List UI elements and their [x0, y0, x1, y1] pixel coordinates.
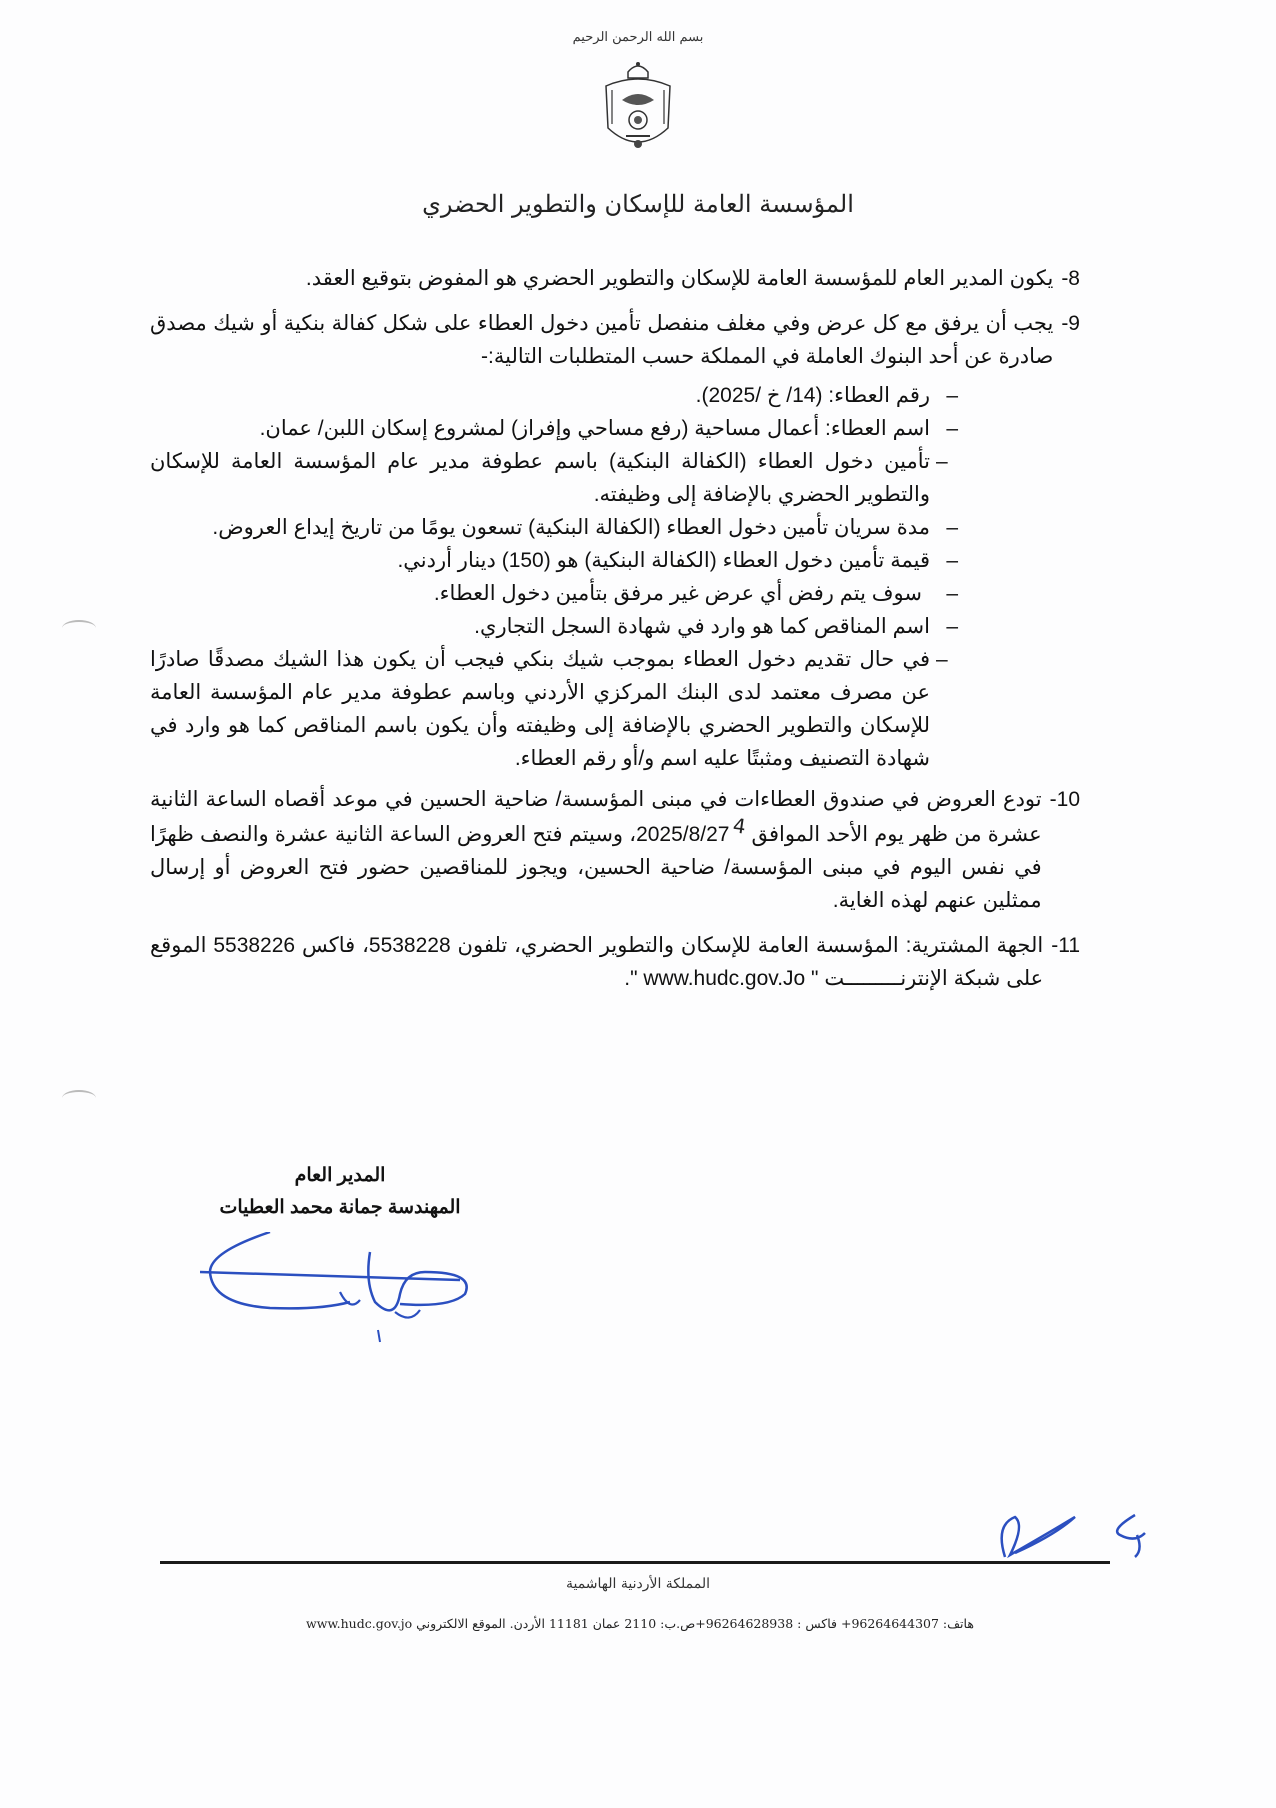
requirement-text: تأمين دخول العطاء (الكفالة البنكية) باسم عطوفة مدير عام المؤسسة العامة للإسكان والتطوير الحضري بالإضافة إلى وظيفته. [150, 450, 930, 506]
signature-block [190, 1160, 490, 1224]
clause-number: -9 [1061, 312, 1080, 335]
footer-contact: هاتف: 96264644307+ فاكس : 96264628938+ص.ب: 2110 عمان 11181 الأردن. الموقع الالكتروني www.hudc.gov.jo [306, 1616, 974, 1631]
requirement-text: في حال تقديم دخول العطاء بموجب شيك بنكي فيجب أن يكون هذا الشيك مصدقًا صادرًا عن مصرف معتمد لدى البنك المركزي الأردني وباسم عطوفة مدير عام المؤسسة العامة للإسكان والتطوير الحضري بالإضافة إلى وظيفته وأن يكون باسم المناقص كما هو وارد في شهادة التصنيف ومثبتًا عليه اسم و/أو رقم العطاء. [150, 648, 930, 770]
list-item: – اسم المناقص كما هو وارد في شهادة السجل التجاري. [150, 610, 958, 643]
clause-10 [150, 783, 1080, 917]
handwritten-correction: 4 [730, 813, 747, 839]
clause-text: ، وسيتم فتح العروض الساعة الثانية عشرة والنصف ظهرًا في نفس اليوم في مبنى المؤسسة/ ضاحية الحسين، ويجوز للمناقصين حضور فتح العروض أو إرسال ممثلين عنهم لهذه الغاية. [150, 823, 1042, 912]
organization-name: المؤسسة العامة للإسكان والتطوير الحضري [422, 190, 854, 218]
clause-number: -11 [1051, 934, 1080, 957]
clause-number: -10 [1049, 788, 1080, 811]
list-item: – قيمة تأمين دخول العطاء (الكفالة البنكية) هو (150) دينار أردني. [150, 544, 958, 577]
signatory-name: المهندسة جمانة محمد العطيات [219, 1197, 461, 1218]
handwritten-signature [200, 1232, 490, 1352]
list-item: – مدة سريان تأمين دخول العطاء (الكفالة البنكية) تسعون يومًا من تاريخ إيداع العروض. [150, 511, 958, 544]
clause-text: الجهة المشترية: المؤسسة العامة للإسكان والتطوير الحضري، تلفون 5538228، فاكس 5538226 الموقع على شبكة الإنترنـــــــــت " www.hudc.gov.Jo ". [150, 934, 1044, 990]
requirement-text: اسم المناقص كما هو وارد في شهادة السجل التجاري. [474, 615, 930, 638]
requirements-list [150, 379, 958, 775]
requirement-text: اسم العطاء: أعمال مساحية (رفع مساحي وإفراز) لمشروع إسكان اللبن/ عمان. [259, 417, 930, 440]
basmala: بسم الله الرحمن الرحيم [572, 30, 704, 45]
submission-date [636, 813, 747, 851]
coat-of-arms-emblem [598, 58, 678, 158]
initials-mark [985, 1495, 1165, 1565]
signatory-title: المدير العام [294, 1165, 386, 1186]
clause-text: يكون المدير العام للمؤسسة العامة للإسكان والتطوير الحضري هو المفوض بتوقيع العقد. [305, 267, 1054, 290]
footer-country: المملكة الأردنية الهاشمية [565, 1576, 711, 1592]
clause-11 [150, 929, 1080, 995]
clause-text: تودع العروض في صندوق العطاءات في مبنى المؤسسة/ ضاحية الحسين في موعد أقصاه الساعة الثانية عشرة من ظهر يوم الأحد الموافق [150, 788, 1042, 846]
list-item: – رقم العطاء: (14/ خ /2025). [150, 379, 958, 412]
clause-number: -8 [1061, 267, 1080, 290]
footer-divider [160, 1561, 1110, 1564]
requirement-text: قيمة تأمين دخول العطاء (الكفالة البنكية) هو (150) دينار أردني. [397, 549, 930, 572]
requirement-text: مدة سريان تأمين دخول العطاء (الكفالة البنكية) تسعون يومًا من تاريخ إيداع العروض. [212, 516, 930, 539]
date-text: 2025/8/27 [636, 823, 730, 846]
requirement-text: رقم العطاء: (14/ خ /2025). [695, 384, 930, 407]
punch-hole-mark [62, 1090, 96, 1106]
list-item: – سوف يتم رفض أي عرض غير مرفق بتأمين دخول العطاء. [150, 577, 958, 610]
requirement-text: سوف يتم رفض أي عرض غير مرفق بتأمين دخول العطاء. [433, 582, 922, 605]
list-item: – اسم العطاء: أعمال مساحية (رفع مساحي وإفراز) لمشروع إسكان اللبن/ عمان. [150, 412, 958, 445]
list-item: – تأمين دخول العطاء (الكفالة البنكية) باسم عطوفة مدير عام المؤسسة العامة للإسكان والتطوير الحضري بالإضافة إلى وظيفته. [150, 445, 1080, 511]
clause-9 [150, 307, 1080, 373]
clause-text: يجب أن يرفق مع كل عرض وفي مغلف منفصل تأمين دخول العطاء على شكل كفالة بنكية أو شيك مصدق صادرة عن أحد البنوك العاملة في المملكة حسب المتطلبات التالية:- [150, 312, 1054, 368]
letter-body [150, 262, 1080, 1007]
punch-hole-mark [62, 620, 96, 636]
clause-8 [150, 262, 1080, 295]
list-item: – في حال تقديم دخول العطاء بموجب شيك بنكي فيجب أن يكون هذا الشيك مصدقًا صادرًا عن مصرف معتمد لدى البنك المركزي الأردني وباسم عطوفة مدير عام المؤسسة العامة للإسكان والتطوير الحضري بالإضافة إلى وظيفته وأن يكون باسم المناقص كما هو وارد في شهادة التصنيف ومثبتًا عليه اسم و/أو رقم العطاء. [150, 643, 1080, 775]
